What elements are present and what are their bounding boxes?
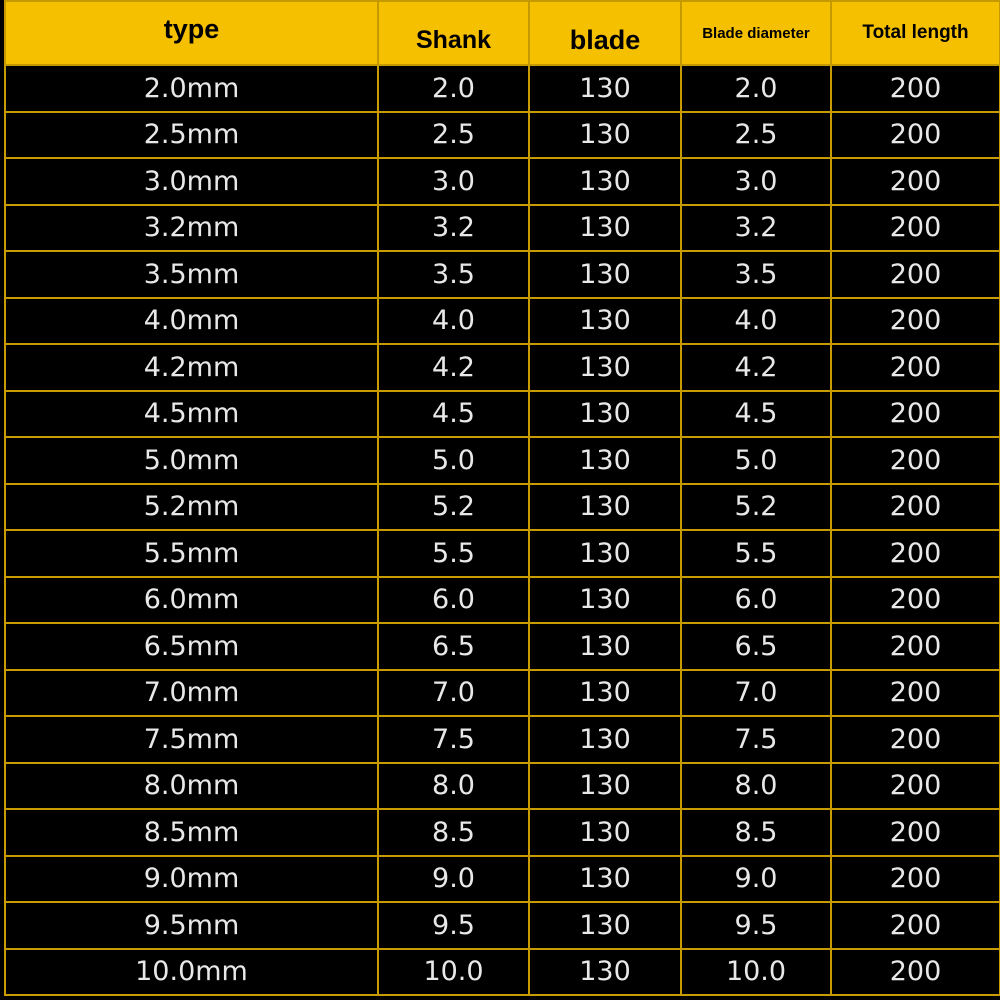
cell-shank: 7.0	[378, 670, 529, 717]
cell-blade-diameter: 5.2	[681, 484, 831, 531]
cell-blade-diameter: 2.0	[681, 65, 831, 112]
cell-type: 5.2mm	[5, 484, 378, 531]
cell-type: 4.2mm	[5, 344, 378, 391]
cell-blade-diameter: 7.5	[681, 716, 831, 763]
cell-shank: 9.5	[378, 902, 529, 949]
table-row	[5, 577, 1000, 624]
cell-blade: 130	[529, 298, 681, 345]
cell-shank: 7.5	[378, 716, 529, 763]
table-header	[5, 1, 1000, 65]
cell-total-length: 200	[831, 577, 1000, 624]
column-header-blade: blade	[529, 1, 681, 65]
cell-type: 8.5mm	[5, 809, 378, 856]
cell-total-length: 200	[831, 530, 1000, 577]
cell-blade: 130	[529, 763, 681, 810]
cell-shank: 2.5	[378, 112, 529, 159]
cell-shank: 2.0	[378, 65, 529, 112]
cell-total-length: 200	[831, 716, 1000, 763]
cell-blade-diameter: 8.0	[681, 763, 831, 810]
cell-shank: 8.5	[378, 809, 529, 856]
table-row	[5, 530, 1000, 577]
cell-blade: 130	[529, 437, 681, 484]
column-header-blade-diameter: Blade diameter	[681, 1, 831, 65]
cell-shank: 5.5	[378, 530, 529, 577]
cell-blade-diameter: 9.5	[681, 902, 831, 949]
table-row	[5, 298, 1000, 345]
cell-blade: 130	[529, 344, 681, 391]
cell-blade-diameter: 3.2	[681, 205, 831, 252]
header-row	[5, 1, 1000, 65]
cell-blade-diameter: 3.5	[681, 251, 831, 298]
cell-blade: 130	[529, 251, 681, 298]
cell-type: 10.0mm	[5, 949, 378, 996]
cell-total-length: 200	[831, 158, 1000, 205]
cell-blade-diameter: 2.5	[681, 112, 831, 159]
cell-type: 5.0mm	[5, 437, 378, 484]
cell-blade-diameter: 8.5	[681, 809, 831, 856]
cell-total-length: 200	[831, 856, 1000, 903]
cell-type: 8.0mm	[5, 763, 378, 810]
cell-blade: 130	[529, 65, 681, 112]
cell-type: 9.0mm	[5, 856, 378, 903]
cell-blade-diameter: 9.0	[681, 856, 831, 903]
cell-blade-diameter: 4.0	[681, 298, 831, 345]
column-header-shank: Shank	[378, 1, 529, 65]
table-row	[5, 484, 1000, 531]
cell-blade: 130	[529, 716, 681, 763]
cell-total-length: 200	[831, 763, 1000, 810]
cell-type: 5.5mm	[5, 530, 378, 577]
cell-shank: 4.2	[378, 344, 529, 391]
table-row	[5, 391, 1000, 438]
cell-total-length: 200	[831, 205, 1000, 252]
cell-shank: 3.2	[378, 205, 529, 252]
cell-total-length: 200	[831, 484, 1000, 531]
cell-shank: 5.2	[378, 484, 529, 531]
cell-type: 3.5mm	[5, 251, 378, 298]
table-row	[5, 251, 1000, 298]
cell-blade: 130	[529, 112, 681, 159]
table-row	[5, 856, 1000, 903]
cell-blade: 130	[529, 205, 681, 252]
cell-shank: 8.0	[378, 763, 529, 810]
cell-shank: 4.0	[378, 298, 529, 345]
cell-shank: 6.5	[378, 623, 529, 670]
cell-blade: 130	[529, 949, 681, 996]
cell-blade: 130	[529, 809, 681, 856]
table-row	[5, 809, 1000, 856]
cell-blade: 130	[529, 577, 681, 624]
cell-blade-diameter: 10.0	[681, 949, 831, 996]
cell-blade: 130	[529, 623, 681, 670]
cell-shank: 4.5	[378, 391, 529, 438]
cell-blade-diameter: 6.5	[681, 623, 831, 670]
table-row	[5, 902, 1000, 949]
table-row	[5, 670, 1000, 717]
cell-shank: 9.0	[378, 856, 529, 903]
table-row	[5, 158, 1000, 205]
cell-total-length: 200	[831, 251, 1000, 298]
cell-total-length: 200	[831, 949, 1000, 996]
cell-total-length: 200	[831, 670, 1000, 717]
table-row	[5, 623, 1000, 670]
table-row	[5, 437, 1000, 484]
cell-blade: 130	[529, 391, 681, 438]
cell-type: 3.0mm	[5, 158, 378, 205]
column-header-total-length: Total length	[831, 1, 1000, 65]
cell-blade: 130	[529, 484, 681, 531]
cell-type: 9.5mm	[5, 902, 378, 949]
cell-type: 4.5mm	[5, 391, 378, 438]
cell-total-length: 200	[831, 65, 1000, 112]
table-body	[5, 65, 1000, 995]
cell-blade-diameter: 6.0	[681, 577, 831, 624]
cell-type: 6.0mm	[5, 577, 378, 624]
cell-shank: 3.5	[378, 251, 529, 298]
cell-total-length: 200	[831, 344, 1000, 391]
cell-type: 6.5mm	[5, 623, 378, 670]
cell-blade-diameter: 5.5	[681, 530, 831, 577]
table-row	[5, 763, 1000, 810]
table-row	[5, 949, 1000, 996]
cell-type: 3.2mm	[5, 205, 378, 252]
spec-table	[4, 0, 1000, 996]
cell-total-length: 200	[831, 391, 1000, 438]
cell-blade: 130	[529, 902, 681, 949]
table-row	[5, 205, 1000, 252]
cell-total-length: 200	[831, 112, 1000, 159]
cell-total-length: 200	[831, 437, 1000, 484]
cell-type: 2.0mm	[5, 65, 378, 112]
cell-blade: 130	[529, 670, 681, 717]
cell-shank: 5.0	[378, 437, 529, 484]
cell-blade: 130	[529, 158, 681, 205]
cell-type: 7.0mm	[5, 670, 378, 717]
cell-blade: 130	[529, 530, 681, 577]
cell-shank: 3.0	[378, 158, 529, 205]
cell-total-length: 200	[831, 902, 1000, 949]
cell-shank: 6.0	[378, 577, 529, 624]
table-row	[5, 112, 1000, 159]
cell-total-length: 200	[831, 623, 1000, 670]
table-row	[5, 344, 1000, 391]
cell-blade-diameter: 3.0	[681, 158, 831, 205]
cell-total-length: 200	[831, 298, 1000, 345]
cell-type: 4.0mm	[5, 298, 378, 345]
cell-total-length: 200	[831, 809, 1000, 856]
cell-blade: 130	[529, 856, 681, 903]
cell-blade-diameter: 5.0	[681, 437, 831, 484]
cell-blade-diameter: 4.5	[681, 391, 831, 438]
cell-blade-diameter: 4.2	[681, 344, 831, 391]
table-row	[5, 65, 1000, 112]
cell-type: 7.5mm	[5, 716, 378, 763]
cell-blade-diameter: 7.0	[681, 670, 831, 717]
cell-shank: 10.0	[378, 949, 529, 996]
table-row	[5, 716, 1000, 763]
cell-type: 2.5mm	[5, 112, 378, 159]
column-header-type: type	[5, 1, 378, 65]
